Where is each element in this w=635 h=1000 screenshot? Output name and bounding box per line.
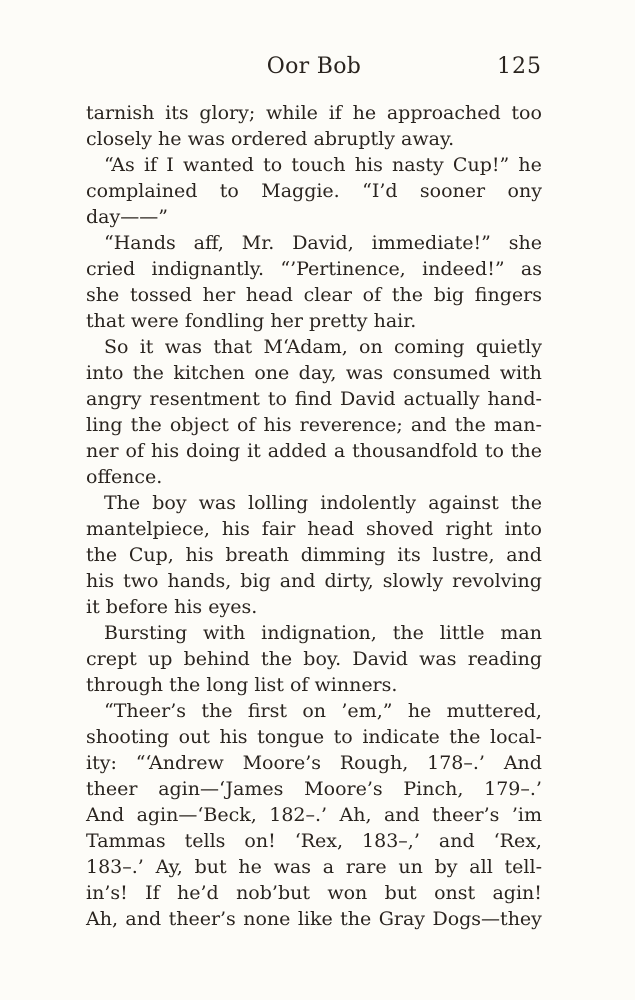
text-line: 183–.’ Ay, but he was a rare un by all tell- [86,856,542,878]
text-line: tarnish its glory; while if he approached too [86,102,542,124]
text-line: day——” [86,206,168,228]
text-line: angry resentment to find David actually hand- [86,388,542,410]
body-text [86,100,542,932]
text-line: the Cup, his breath dimming its lustre, and [86,544,542,566]
text-line: crept up behind the boy. David was reading [86,648,542,670]
page-header [86,48,542,88]
text-line: ling the object of his reverence; and the man- [86,414,542,436]
text-line: The boy was lolling indolently against the [104,492,542,514]
text-line: she tossed her head clear of the big fingers [86,284,542,306]
text-line: Bursting with indignation, the little man [104,622,542,644]
text-line: theer agin—‘James Moore’s Pinch, 179–.’ [86,778,542,800]
text-line: ity: “‘Andrew Moore’s Rough, 178–.’ And [86,752,542,774]
text-line: into the kitchen one day, was consumed with [86,362,542,384]
page-number: 125 [497,54,542,79]
text-line: closely he was ordered abruptly away. [86,128,455,150]
text-line: through the long list of winners. [86,674,398,696]
text-line: mantelpiece, his fair head shoved right into [86,518,542,540]
text-line: his two hands, big and dirty, slowly revolving [86,570,542,592]
text-line: Tammas tells on! ‘Rex, 183–,’ and ‘Rex, [86,830,542,852]
text-line: “Hands aff, Mr. David, immediate!” she [104,232,542,254]
text-line: ner of his doing it added a thousandfold to the [86,440,542,462]
text-line: Ah, and theer’s none like the Gray Dogs—they [86,908,542,930]
text-line: in’s! If he’d nob’but won but onst agin! [86,882,542,904]
text-line: it before his eyes. [86,596,258,618]
text-line: complained to Maggie. “I’d sooner ony [86,180,542,202]
text-line: offence. [86,466,163,488]
text-line: And agin—‘Beck, 182–.’ Ah, and theer’s ’im [86,804,542,826]
text-line: that were fondling her pretty hair. [86,310,417,332]
running-title: Oor Bob [266,54,362,79]
text-line: shooting out his tongue to indicate the local- [86,726,542,748]
text-line: So it was that M‘Adam, on coming quietly [104,336,542,358]
text-line: “As if I wanted to touch his nasty Cup!” he [104,154,542,176]
text-line: cried indignantly. “’Pertinence, indeed!” as [86,258,542,280]
text-line: “Theer’s the first on ’em,” he muttered, [104,700,542,722]
